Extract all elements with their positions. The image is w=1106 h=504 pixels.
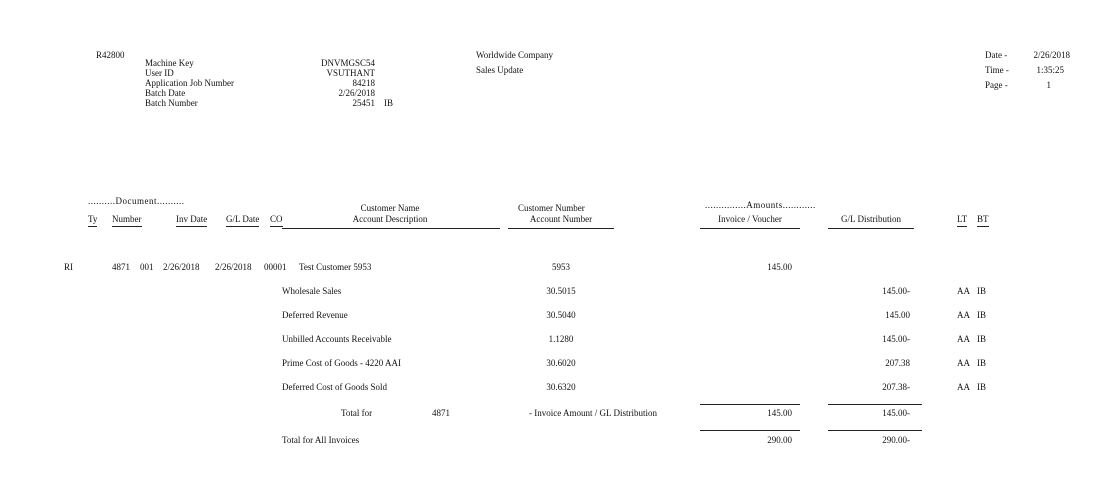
line-account: 30.5040 bbox=[546, 310, 576, 320]
total-invoice-amount: 145.00 bbox=[767, 408, 792, 418]
gl-grand-total-rule bbox=[828, 430, 922, 431]
total-for-document: 4871 bbox=[432, 408, 450, 418]
account-description-underline bbox=[282, 228, 500, 229]
line-description: Deferred Revenue bbox=[282, 310, 348, 320]
line-bt: IB bbox=[977, 310, 986, 320]
header-gl-distribution: G/L Distribution bbox=[841, 214, 901, 224]
doc-company: 00001 bbox=[264, 262, 287, 272]
line-description: Unbilled Accounts Receivable bbox=[282, 334, 392, 344]
time-value: 1:35:25 bbox=[1036, 65, 1064, 75]
machine-key-value: DNVMGSC54 bbox=[320, 58, 375, 68]
account-number-underline bbox=[508, 228, 614, 229]
grand-total-invoice: 290.00 bbox=[767, 435, 792, 445]
job-number-label: Application Job Number bbox=[145, 78, 234, 88]
doc-customer-number: 5953 bbox=[552, 262, 570, 272]
date-value: 2/26/2018 bbox=[1033, 50, 1070, 60]
header-ty: Ty bbox=[88, 214, 97, 227]
batch-date-label: Batch Date bbox=[145, 88, 186, 98]
grand-total-label: Total for All Invoices bbox=[282, 435, 360, 445]
header-customer-name: Customer Name bbox=[360, 203, 420, 213]
header-invoice-voucher: Invoice / Voucher bbox=[718, 214, 782, 224]
user-id-value: VSUTHANT bbox=[326, 68, 375, 78]
document-group-header: ..........Document.......... bbox=[88, 196, 185, 206]
gl-subtotal-rule bbox=[828, 404, 922, 405]
doc-inv-date: 2/26/2018 bbox=[163, 262, 200, 272]
line-bt: IB bbox=[977, 358, 986, 368]
line-account: 30.6020 bbox=[546, 358, 576, 368]
line-lt: AA bbox=[957, 286, 970, 296]
time-label: Time - bbox=[985, 65, 1009, 75]
line-gl-amount: 145.00 bbox=[885, 310, 910, 320]
line-gl-amount: 145.00- bbox=[882, 334, 910, 344]
header-customer-number: Customer Number bbox=[518, 203, 585, 213]
line-gl-amount: 145.00- bbox=[882, 286, 910, 296]
line-bt: IB bbox=[977, 286, 986, 296]
line-description: Prime Cost of Goods - 4220 AAI bbox=[282, 358, 401, 368]
header-co: CO bbox=[270, 214, 283, 227]
batch-number-label: Batch Number bbox=[145, 98, 198, 108]
amounts-group-header: ...............Amounts............ bbox=[705, 200, 816, 210]
header-account-description: Account Description bbox=[352, 214, 428, 224]
line-account: 30.6320 bbox=[546, 382, 576, 392]
line-bt: IB bbox=[977, 382, 986, 392]
line-description: Deferred Cost of Goods Sold bbox=[282, 382, 387, 392]
date-label: Date - bbox=[985, 50, 1008, 60]
header-number: Number bbox=[112, 214, 142, 227]
line-account: 30.5015 bbox=[546, 286, 576, 296]
header-gl-date: G/L Date bbox=[226, 214, 259, 227]
doc-invoice-amount: 145.00 bbox=[767, 262, 792, 272]
line-description: Wholesale Sales bbox=[282, 286, 342, 296]
doc-gl-date: 2/26/2018 bbox=[215, 262, 252, 272]
program-id: R42800 bbox=[96, 50, 125, 60]
total-for-caption: - Invoice Amount / GL Distribution bbox=[529, 408, 657, 418]
line-lt: AA bbox=[957, 382, 970, 392]
header-lt: LT bbox=[957, 214, 967, 227]
invoice-grand-total-rule bbox=[700, 430, 800, 431]
line-bt: IB bbox=[977, 334, 986, 344]
line-account: 1.1280 bbox=[548, 334, 574, 344]
line-lt: AA bbox=[957, 358, 970, 368]
company-name: Worldwide Company bbox=[476, 50, 554, 60]
doc-customer-name: Test Customer 5953 bbox=[299, 262, 372, 272]
report-title: Sales Update bbox=[476, 65, 524, 75]
line-gl-amount: 207.38 bbox=[885, 358, 910, 368]
page-label: Page - bbox=[985, 80, 1008, 90]
total-for-label: Total for bbox=[341, 408, 373, 418]
doc-number: 4871 bbox=[112, 262, 130, 272]
user-id-label: User ID bbox=[145, 68, 174, 78]
line-gl-amount: 207.38- bbox=[882, 382, 910, 392]
line-lt: AA bbox=[957, 334, 970, 344]
machine-key-label: Machine Key bbox=[145, 58, 194, 68]
header-bt: BT bbox=[977, 214, 989, 227]
total-gl-amount: 145.00- bbox=[882, 408, 910, 418]
page-value: 1 bbox=[1046, 80, 1051, 90]
invoice-subtotal-rule bbox=[700, 404, 800, 405]
grand-total-gl: 290.00- bbox=[882, 435, 910, 445]
doc-type: RI bbox=[64, 262, 73, 272]
batch-date-value: 2/26/2018 bbox=[338, 88, 375, 98]
batch-number-value: 25451 bbox=[352, 98, 375, 108]
invoice-voucher-underline bbox=[700, 228, 800, 229]
header-inv-date: Inv Date bbox=[176, 214, 207, 227]
gl-distribution-underline bbox=[828, 228, 914, 229]
doc-suffix: 001 bbox=[140, 262, 154, 272]
header-account-number: Account Number bbox=[529, 214, 593, 224]
line-lt: AA bbox=[957, 310, 970, 320]
batch-type: IB bbox=[384, 98, 393, 108]
job-number-value: 84218 bbox=[352, 78, 375, 88]
